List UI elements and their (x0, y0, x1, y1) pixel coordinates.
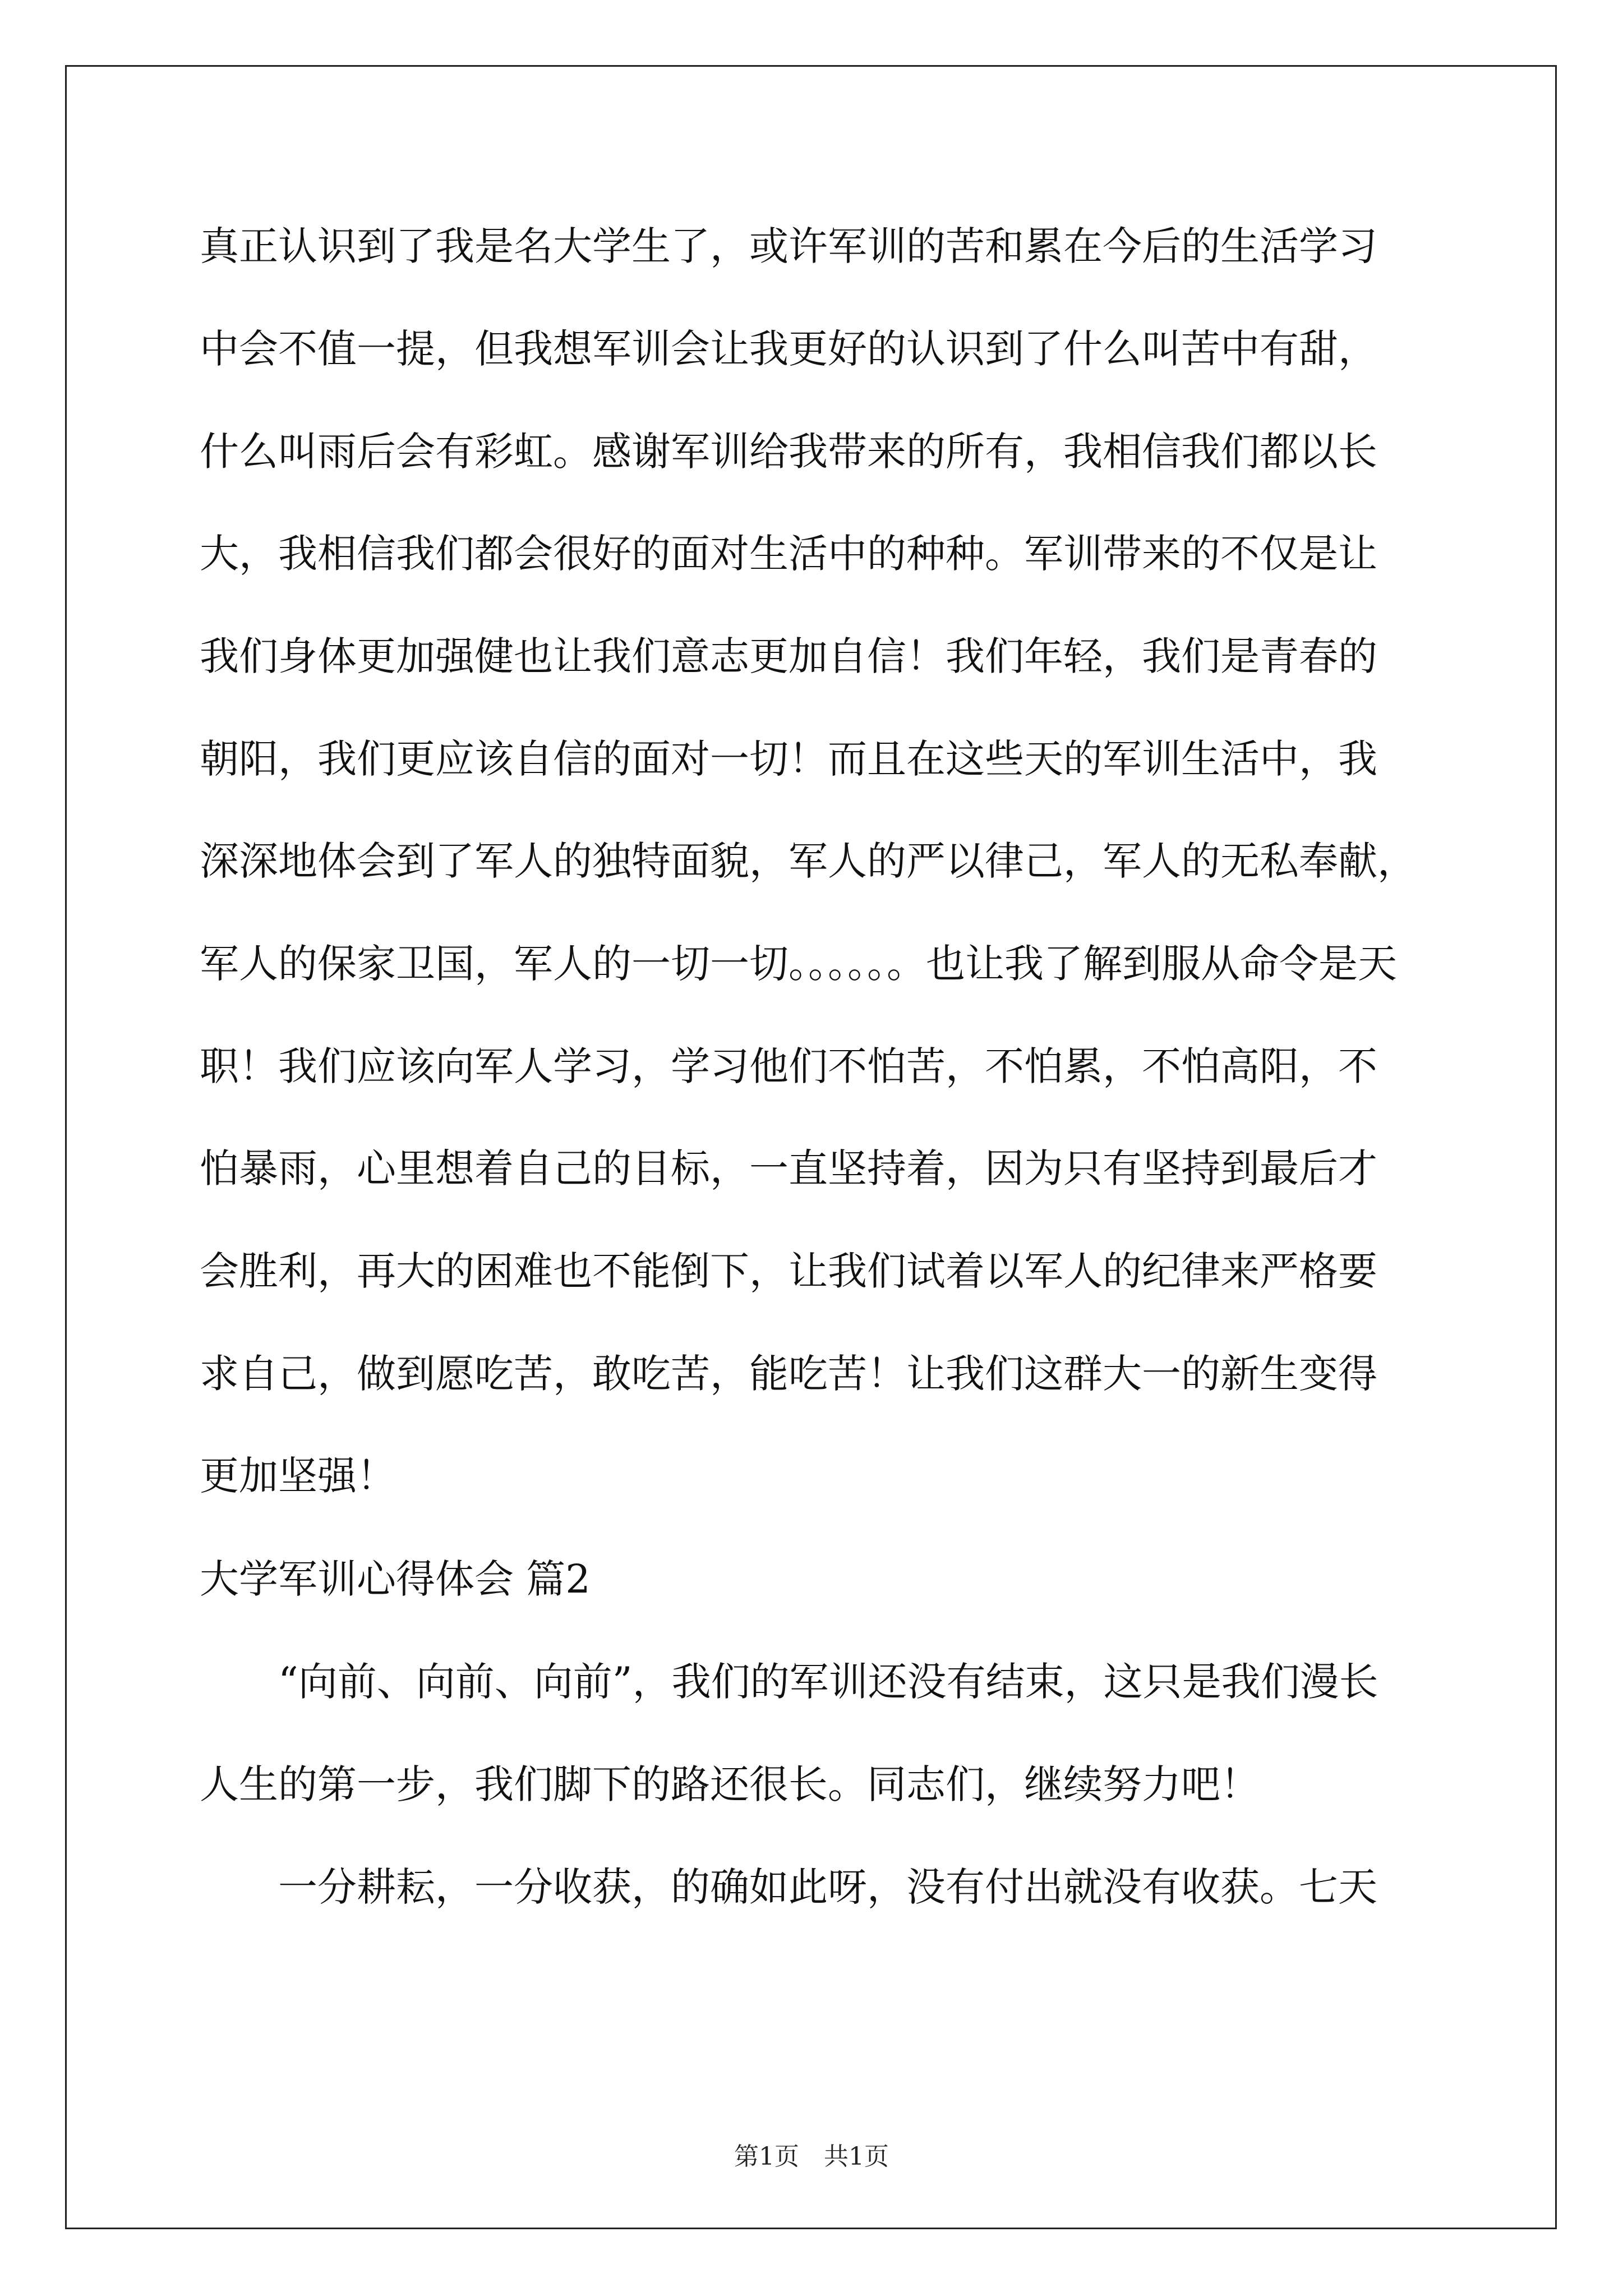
paragraph-line: 职！我们应该向军人学习，学习他们不怕苦，不怕累，不怕高阳，不 (200, 1043, 1377, 1089)
paragraph-line: 军人的保家卫国，军人的一切一切。。。。。。也让我了解到服从命令是天 (200, 941, 1397, 987)
paragraph-line: “向前、向前、向前”，我们的军训还没有结束，这只是我们漫长 (278, 1659, 1378, 1705)
paragraph-line: 深深地体会到了军人的独特面貌，军人的严以律己，军人的无私奉献， (200, 838, 1417, 884)
paragraph-line: 更加坚强！ (200, 1453, 396, 1499)
paragraph-line: 我们身体更加强健也让我们意志更加自信！我们年轻，我们是青春的 (200, 633, 1377, 679)
paragraph-line: 怕暴雨，心里想着自己的目标，一直坚持着，因为只有坚持到最后才 (200, 1145, 1377, 1191)
paragraph-line: 中会不值一提，但我想军训会让我更好的认识到了什么叫苦中有甜， (200, 326, 1377, 372)
paragraph-line: 朝阳，我们更应该自信的面对一切！而且在这些天的军训生活中，我 (200, 736, 1377, 782)
page-footer: 第1页 共1页 (734, 2142, 889, 2171)
paragraph-line: 真正认识到了我是名大学生了，或许军训的苦和累在今后的生活学习 (200, 223, 1377, 269)
section-heading: 大学军训心得体会 篇2 (200, 1556, 591, 1602)
paragraph-line: 一分耕耘，一分收获，的确如此呀，没有付出就没有收获。七天 (278, 1864, 1377, 1910)
paragraph-line: 大，我相信我们都会很好的面对生活中的种种。军训带来的不仅是让 (200, 531, 1377, 577)
paragraph-line: 什么叫雨后会有彩虹。感谢军训给我带来的所有，我相信我们都以长 (200, 429, 1377, 475)
paragraph-line: 会胜利，再大的困难也不能倒下，让我们试着以军人的纪律来严格要 (200, 1248, 1377, 1294)
paragraph-line: 求自己，做到愿吃苦，敢吃苦，能吃苦！让我们这群大一的新生变得 (200, 1351, 1377, 1397)
paragraph-line: 人生的第一步，我们脚下的路还很长。同志们，继续努力吧！ (200, 1761, 1260, 1807)
